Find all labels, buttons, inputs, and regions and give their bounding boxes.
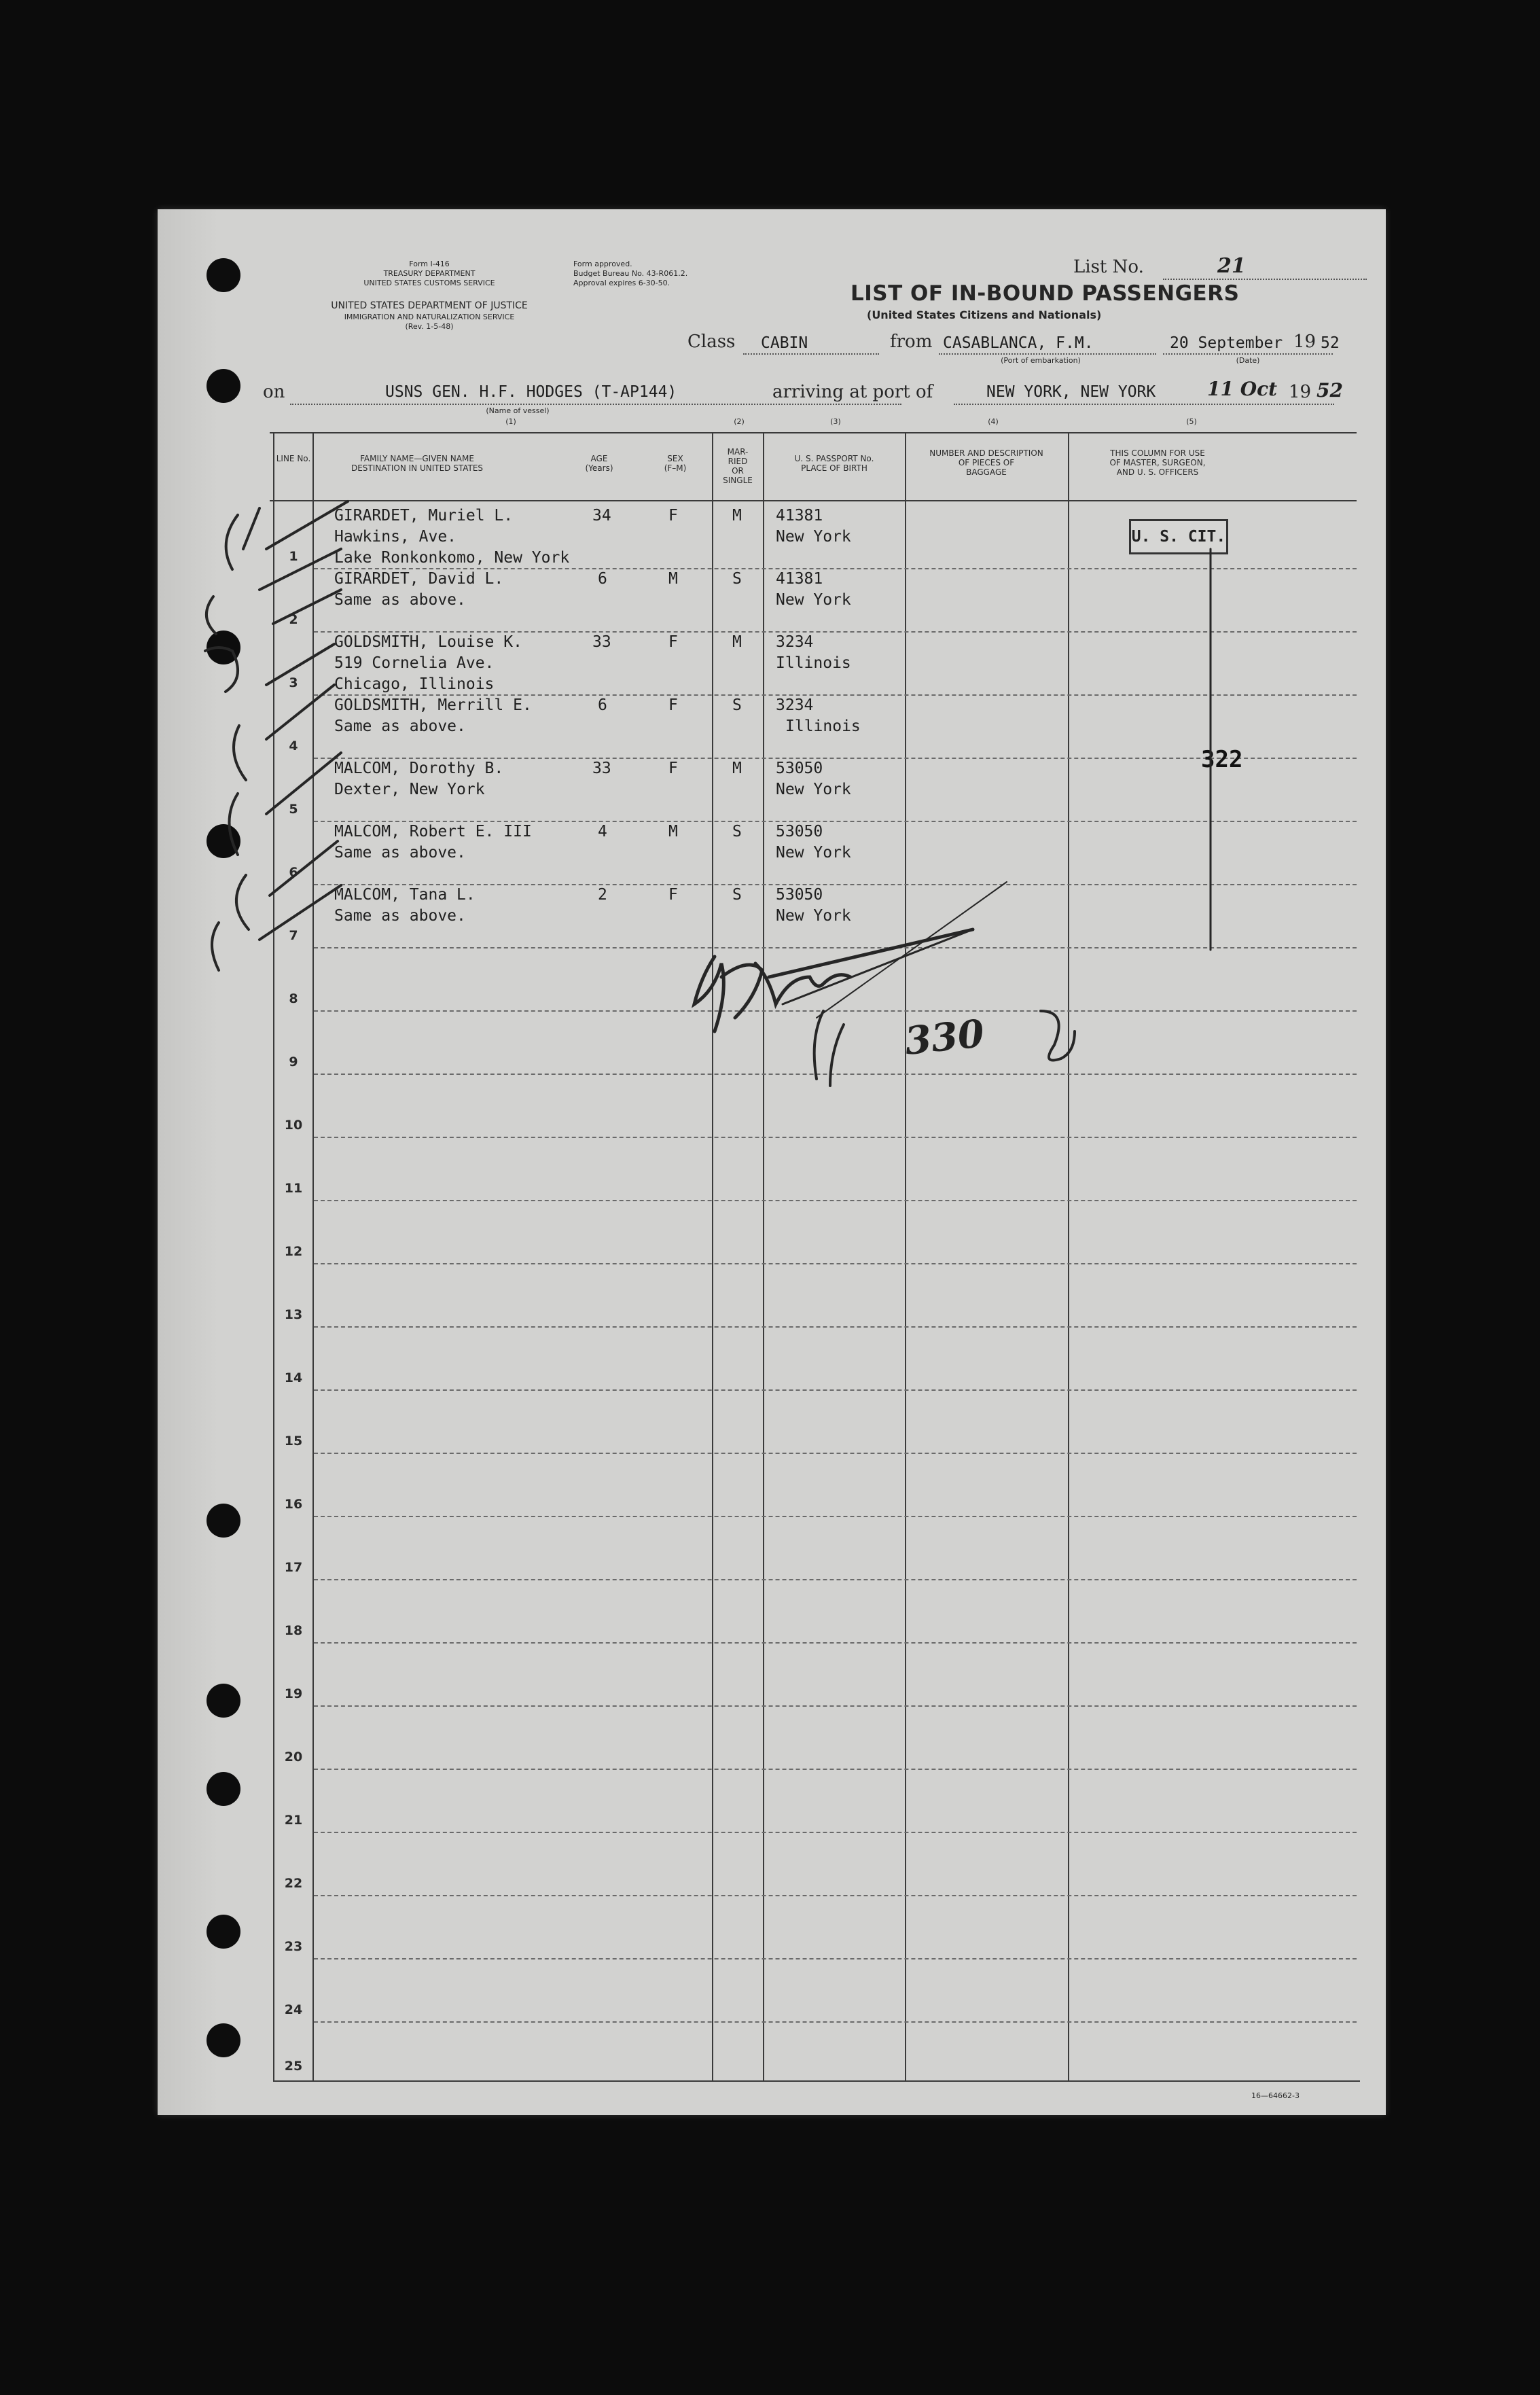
passenger-destination: 519 Cornelia Ave. <box>334 654 495 672</box>
passenger-destination: Dexter, New York <box>334 781 485 798</box>
arrival-date-hand: 11 Oct <box>1207 378 1278 400</box>
line-number: 14 <box>284 1370 303 1385</box>
passenger-marital: S <box>732 696 742 714</box>
line-number: 13 <box>284 1307 303 1322</box>
passenger-destination: Lake Ronkonkomo, New York <box>334 549 570 567</box>
punch-hole <box>207 1772 240 1806</box>
passport-number: 41381 <box>776 570 823 588</box>
birthplace: New York <box>776 907 851 925</box>
passenger-age: 2 <box>598 886 607 904</box>
page-edge <box>158 209 219 2115</box>
class-label: Class <box>687 332 736 352</box>
line-number: 12 <box>284 1244 303 1259</box>
line-number: 10 <box>284 1118 303 1133</box>
vessel-caption: (Name of vessel) <box>486 406 550 415</box>
punch-hole <box>207 258 240 292</box>
passenger-marital: S <box>732 886 742 904</box>
table-bottom-border <box>273 2080 1360 2082</box>
justice-dept: UNITED STATES DEPARTMENT OF JUSTICE <box>331 300 528 311</box>
from-line <box>939 353 1156 355</box>
col-divider <box>763 432 764 2082</box>
line-number: 23 <box>284 1939 303 1954</box>
passenger-destination: Same as above. <box>334 907 466 925</box>
vessel-value: USNS GEN. H.F. HODGES (T-AP144) <box>385 383 677 401</box>
passport-number: 3234 <box>776 633 814 651</box>
passenger-name: MALCOM, Robert E. III <box>334 823 532 840</box>
punch-hole <box>207 824 240 858</box>
port-line <box>954 404 1334 405</box>
line-number: 18 <box>284 1623 303 1638</box>
line-number: 6 <box>289 865 298 880</box>
passenger-sex: F <box>668 633 678 651</box>
passport-number: 3234 <box>776 696 814 714</box>
passenger-marital: M <box>732 633 742 651</box>
form-revision: (Rev. 1-5-48) <box>405 322 454 331</box>
col-divider <box>905 432 906 2082</box>
passenger-sex: M <box>668 570 678 588</box>
passenger-count-stamp: 322 <box>1201 746 1243 773</box>
passenger-sex: F <box>668 886 678 904</box>
punch-hole <box>207 1504 240 1538</box>
punch-hole <box>207 2023 240 2057</box>
passenger-name: GOLDSMITH, Louise K. <box>334 633 522 651</box>
vessel-line <box>290 404 901 405</box>
passenger-age: 6 <box>598 570 607 588</box>
arrival-year-suffix: 52 <box>1317 379 1343 402</box>
birthplace: New York <box>776 591 851 609</box>
col-num-2: (2) <box>734 417 745 426</box>
line-number: 9 <box>289 1054 298 1069</box>
col-num-1: (1) <box>505 417 516 426</box>
passport-number: 53050 <box>776 823 823 840</box>
line-number: 3 <box>289 675 298 690</box>
col-header-passport: U. S. PASSPORT No. PLACE OF BIRTH <box>794 454 874 473</box>
col-header-official: THIS COLUMN FOR USE OF MASTER, SURGEON, AND U. S. OFFICERS <box>1109 448 1206 477</box>
row-divider <box>314 1705 1357 1707</box>
col-header-baggage: NUMBER AND DESCRIPTION OF PIECES OF BAGGAGE <box>929 448 1043 477</box>
us-citizen-stamp: U. S. CIT. <box>1129 519 1228 554</box>
list-no-line <box>1163 279 1367 280</box>
line-number: 19 <box>284 1686 303 1701</box>
line-number: 24 <box>284 2002 303 2017</box>
col-header-line-no: LINE No. <box>276 454 311 463</box>
passenger-age: 4 <box>598 823 607 840</box>
passenger-destination: Chicago, Illinois <box>334 675 495 693</box>
row-divider <box>314 1263 1357 1264</box>
table-header-border <box>270 500 1357 501</box>
passport-number: 41381 <box>776 507 823 525</box>
line-number: 22 <box>284 1876 303 1891</box>
row-divider <box>314 1074 1357 1075</box>
row-divider <box>314 947 1357 948</box>
class-value: CABIN <box>761 334 808 352</box>
passenger-sex: F <box>668 696 678 714</box>
line-number: 15 <box>284 1434 303 1449</box>
approval-line-2: Budget Bureau No. 43-R061.2. <box>573 269 688 278</box>
manifest-page <box>158 209 1386 2115</box>
row-divider <box>314 1516 1357 1517</box>
line-number: 7 <box>289 928 298 943</box>
passenger-sex: M <box>668 823 678 840</box>
class-line <box>743 353 879 355</box>
form-number: Form I-416 <box>409 260 450 268</box>
row-divider <box>314 1453 1357 1454</box>
date-caption: (Date) <box>1236 356 1260 365</box>
punch-hole <box>207 369 240 403</box>
birthplace: Illinois <box>785 717 861 735</box>
date-line <box>1163 353 1333 355</box>
row-divider <box>314 2021 1357 2023</box>
passport-number: 53050 <box>776 886 823 904</box>
passenger-sex: F <box>668 760 678 777</box>
from-value: CASABLANCA, F.M. <box>943 334 1094 352</box>
line-number: 21 <box>284 1813 303 1828</box>
ins-service: IMMIGRATION AND NATURALIZATION SERVICE <box>344 313 515 321</box>
passenger-marital: S <box>732 823 742 840</box>
line-number: 8 <box>289 991 298 1006</box>
passenger-name: MALCOM, Tana L. <box>334 886 476 904</box>
line-number: 11 <box>284 1181 303 1196</box>
line-number: 17 <box>284 1560 303 1575</box>
customs-service: UNITED STATES CUSTOMS SERVICE <box>363 279 495 287</box>
line-number: 16 <box>284 1497 303 1512</box>
row-divider <box>314 1389 1357 1391</box>
date-value: 20 September <box>1170 334 1283 352</box>
row-divider <box>314 1579 1357 1580</box>
birthplace: New York <box>776 781 851 798</box>
passport-number: 53050 <box>776 760 823 777</box>
punch-hole <box>207 1684 240 1718</box>
from-caption: (Port of embarkation) <box>1001 356 1081 365</box>
handwritten-notation: 330 <box>902 1011 987 1064</box>
passenger-destination: Same as above. <box>334 591 466 609</box>
passenger-age: 6 <box>598 696 607 714</box>
table-top-border <box>270 432 1357 433</box>
col-header-name: FAMILY NAME—GIVEN NAME DESTINATION IN UNITED STATES <box>351 454 484 473</box>
passenger-destination: Same as above. <box>334 844 466 862</box>
passenger-destination: Hawkins, Ave. <box>334 528 457 546</box>
treasury-dept: TREASURY DEPARTMENT <box>383 269 476 278</box>
arrival-port: NEW YORK, NEW YORK <box>986 383 1156 401</box>
punch-hole <box>207 1915 240 1949</box>
line-number: 1 <box>289 549 298 564</box>
col-divider <box>712 432 713 2082</box>
arrival-year-prefix: 19 <box>1289 382 1312 402</box>
row-divider <box>314 1200 1357 1201</box>
row-divider <box>314 1895 1357 1896</box>
date-year-prefix: 19 <box>1293 332 1317 352</box>
punch-hole <box>207 631 240 664</box>
passenger-name: GIRARDET, David L. <box>334 570 504 588</box>
list-no-label: List No. <box>1073 257 1144 277</box>
passenger-sex: F <box>668 507 678 525</box>
page-title: LIST OF IN-BOUND PASSENGERS <box>850 281 1240 306</box>
birthplace: New York <box>776 528 851 546</box>
col-header-age: AGE (Years) <box>585 454 613 473</box>
row-divider <box>314 1958 1357 1959</box>
line-number: 5 <box>289 802 298 817</box>
col-divider <box>1068 432 1069 2082</box>
passenger-destination: Same as above. <box>334 717 466 735</box>
page-subtitle: (United States Citizens and Nationals) <box>867 308 1102 321</box>
row-divider <box>314 1642 1357 1644</box>
passenger-marital: M <box>732 507 742 525</box>
col-header-married: MAR- RIED OR SINGLE <box>723 447 753 485</box>
passenger-name: MALCOM, Dorothy B. <box>334 760 504 777</box>
date-year-suffix: 52 <box>1321 334 1340 352</box>
line-number: 2 <box>289 612 298 627</box>
col-num-4: (4) <box>988 417 999 426</box>
birthplace: New York <box>776 844 851 862</box>
handwritten-marks <box>158 209 1386 2115</box>
passenger-age: 33 <box>592 633 611 651</box>
passenger-age: 34 <box>592 507 611 525</box>
from-label: from <box>890 332 933 352</box>
row-divider <box>314 1137 1357 1138</box>
passenger-name: GIRARDET, Muriel L. <box>334 507 514 525</box>
row-divider <box>314 1769 1357 1770</box>
on-label: on <box>263 382 285 402</box>
passenger-marital: S <box>732 570 742 588</box>
col-num-3: (3) <box>830 417 841 426</box>
line-number: 25 <box>284 2059 303 2074</box>
passenger-marital: M <box>732 760 742 777</box>
approval-line-1: Form approved. <box>573 260 632 268</box>
row-divider <box>314 1010 1357 1012</box>
passenger-age: 33 <box>592 760 611 777</box>
birthplace: Illinois <box>776 654 851 672</box>
col-num-5: (5) <box>1186 417 1197 426</box>
approval-line-3: Approval expires 6-30-50. <box>573 279 670 287</box>
passenger-name: GOLDSMITH, Merrill E. <box>334 696 532 714</box>
col-header-sex: SEX (F–M) <box>664 454 687 473</box>
line-number: 20 <box>284 1750 303 1764</box>
list-no-value: 21 <box>1217 254 1246 278</box>
row-divider <box>314 1832 1357 1833</box>
row-divider <box>314 1326 1357 1328</box>
arriving-label: arriving at port of <box>772 382 933 402</box>
line-number: 4 <box>289 739 298 753</box>
footer-code: 16—64662-3 <box>1251 2091 1300 2100</box>
